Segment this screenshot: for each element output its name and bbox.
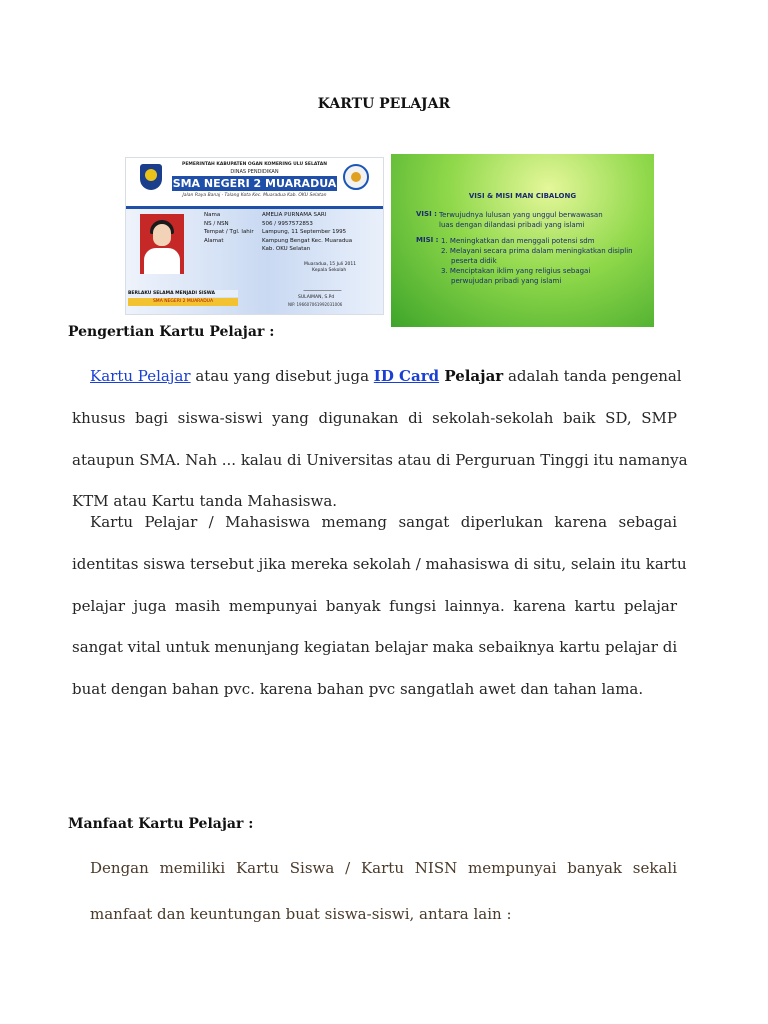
misi-label: MISI : bbox=[416, 236, 439, 244]
paragraph-line: ataupun SMA. Nah ... kalau di Universitas atau di Perguruan Tinggi itu namanya bbox=[72, 451, 688, 469]
card-header-line1: PEMERINTAH KABUPATEN OGAN KOMERING ULU SELATAN bbox=[182, 162, 327, 167]
section-heading-pengertian: Pengertian Kartu Pelajar : bbox=[68, 324, 275, 340]
card-field-value: Lampung, 11 September 1995 bbox=[262, 229, 347, 236]
student-id-card-front bbox=[125, 157, 384, 315]
paragraph-line: Dengan memiliki Kartu Siswa / Kartu NISN mempunyai banyak sekali bbox=[90, 859, 677, 877]
card-sign-nip: NIP. 196607061992031006 bbox=[288, 302, 343, 307]
card-field-key: Nama bbox=[204, 212, 221, 218]
card-fields bbox=[204, 212, 379, 255]
card-header-line2: DINAS PENDIDIKAN bbox=[230, 169, 279, 175]
visi-line: Terwujudnya lulusan yang unggul berwawasan bbox=[439, 211, 603, 219]
card-field-row bbox=[204, 246, 379, 255]
card-motto-school: SMA NEGERI 2 MUARADUA bbox=[128, 298, 238, 306]
card-field-row bbox=[204, 229, 379, 238]
visi-text bbox=[439, 210, 639, 230]
card-field-key: Alamat bbox=[204, 237, 224, 244]
card-field-value: Kab. OKU Selatan bbox=[262, 246, 311, 253]
card-field-value: 506 / 9957572853 bbox=[262, 220, 313, 227]
misi-item-cont: peserta didik bbox=[451, 257, 497, 265]
card-school-name: SMA NEGERI 2 MUARADUA bbox=[172, 177, 337, 190]
text-span: adalah tanda pengenal bbox=[503, 367, 682, 385]
misi-list bbox=[441, 236, 646, 286]
card-divider-band bbox=[126, 206, 383, 209]
paragraph-line: khusus bagi siswa-siswi yang digunakan di sekolah-sekolah baik SD, SMP bbox=[72, 409, 677, 427]
bold-text: Pelajar bbox=[439, 367, 504, 385]
visi-line: luas dengan dilandasi pribadi yang islami bbox=[439, 221, 585, 229]
paragraph-line: sangat vital untuk menunjang kegiatan belajar maka sebaiknya kartu pelajar di bbox=[72, 638, 678, 656]
misi-item: 1. Meningkatkan dan menggali potensi sdm bbox=[441, 237, 595, 245]
card-sign-place: Muaradua, 15 Juli 2011 bbox=[304, 262, 357, 267]
paragraph-line bbox=[90, 367, 682, 389]
regency-emblem-icon bbox=[140, 164, 162, 190]
paragraph-line: manfaat dan keuntungan buat siswa-siswi, antara lain : bbox=[90, 905, 512, 923]
paragraph-line: buat dengan bahan pvc. karena bahan pvc sangatlah awet dan tahan lama. bbox=[72, 680, 644, 698]
card-field-value: Kampung Bengat Kec. Muaradua bbox=[262, 237, 353, 244]
paragraph-line: Kartu Pelajar / Mahasiswa memang sangat diperlukan karena sebagai bbox=[90, 513, 677, 531]
card-field-value: AMELIA PURNAMA SARI bbox=[262, 212, 327, 218]
misi-item-cont: perwujudan pribadi yang islami bbox=[451, 277, 562, 285]
misi-item: 2. Melayani secara prima dalam meningkatkan disiplin bbox=[441, 247, 633, 255]
student-photo bbox=[140, 214, 184, 274]
paragraph-line: pelajar juga masih mempunyai banyak fungsi lainnya. karena kartu pelajar bbox=[72, 597, 677, 615]
card-back-title: VISI & MISI MAN CIBALONG bbox=[468, 192, 577, 200]
card-sign-role: Kepala Sekolah bbox=[312, 268, 347, 273]
tut-wuri-handayani-logo-icon bbox=[343, 164, 369, 190]
id-card-link[interactable]: ID Card bbox=[373, 367, 440, 385]
card-field-row bbox=[204, 212, 379, 221]
card-sign-name: SULAIMAN, S.Pd bbox=[298, 295, 335, 300]
section-heading-manfaat: Manfaat Kartu Pelajar : bbox=[68, 816, 254, 832]
paragraph-line: KTM atau Kartu tanda Mahasiswa. bbox=[72, 492, 338, 510]
card-field-key: Tempat / Tgl. lahir bbox=[204, 229, 254, 236]
card-field-row bbox=[204, 238, 379, 247]
document-title: KARTU PELAJAR bbox=[317, 96, 451, 112]
misi-item: 3. Menciptakan iklim yang religius sebagai bbox=[441, 267, 591, 275]
card-school-address: Jalan Raya Banaj · Talang Kota Kec. Muaradua Kab. OKU Selatan bbox=[182, 193, 327, 198]
card-motto: BERLAKU SELAMA MENJADI SISWA bbox=[128, 290, 238, 297]
card-field-key: NS / NSN bbox=[204, 220, 229, 227]
card-field-row bbox=[204, 221, 379, 230]
paragraph-line: identitas siswa tersebut jika mereka sekolah / mahasiswa di situ, selain itu kartu bbox=[72, 555, 687, 573]
signature-mark bbox=[303, 276, 346, 291]
visi-label: VISI : bbox=[416, 210, 437, 218]
kartu-pelajar-link[interactable]: Kartu Pelajar bbox=[90, 367, 191, 385]
student-id-card-back bbox=[391, 154, 654, 327]
text-span: atau yang disebut juga bbox=[190, 367, 374, 385]
card-header bbox=[126, 158, 383, 206]
